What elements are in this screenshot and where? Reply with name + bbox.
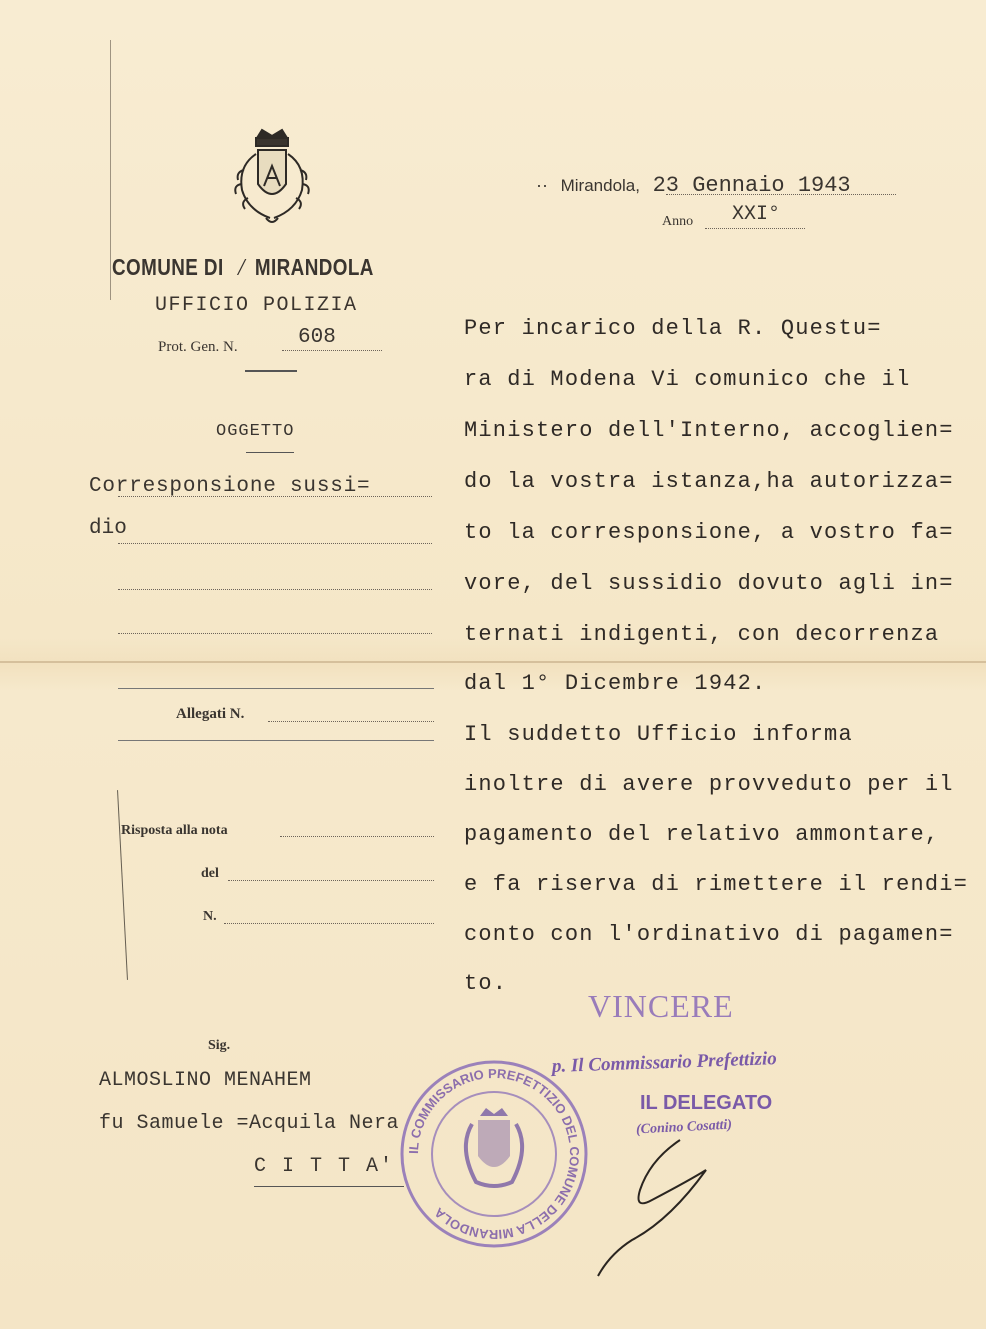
margin-mark: [110, 40, 111, 300]
municipality-label: COMUNE DI: [112, 254, 224, 280]
body-line: dal 1° Dicembre 1942.: [464, 671, 767, 696]
seal-text: IL COMMISSARIO PREFETTIZIO DEL COMUNE DELLA MIRANDOLA: [405, 1065, 583, 1243]
signature: [590, 1130, 720, 1280]
oggetto-label: OGGETTO: [216, 422, 295, 441]
delegato-name-stamp: (Conino Cosatti): [635, 1117, 733, 1138]
del-label: del: [201, 866, 219, 881]
body-line: to la corresponsione, a vostro fa=: [464, 520, 954, 545]
municipality-mark: ⁄: [240, 254, 245, 280]
body-line: e fa riserva di rimettere il rendi=: [464, 872, 969, 897]
fold-crease: [0, 661, 986, 663]
body-line: conto con l'ordinativo di pagamen=: [464, 922, 954, 947]
risposta-label: Risposta alla nota: [121, 823, 228, 838]
prot-number: 608: [298, 326, 336, 349]
body-line: ra di Modena Vi comunico che il: [464, 367, 911, 392]
office-name: UFFICIO POLIZIA: [155, 294, 358, 317]
body-line: Per incarico della R. Questu=: [464, 316, 882, 341]
header-rule: [245, 370, 297, 372]
commissario-stamp: p. Il Commissario Prefettizio: [551, 1048, 778, 1077]
allegati-rule: [118, 740, 434, 741]
body-line: Ministero dell'Interno, accoglien=: [464, 418, 954, 443]
sig-label: Sig.: [208, 1038, 231, 1053]
anno-label: Anno: [662, 214, 694, 229]
seal-emblem-icon: [466, 1108, 522, 1186]
body-line: ternati indigenti, con decorrenza: [464, 622, 940, 647]
sidebar-rule: [118, 688, 434, 689]
oggetto-rule: [246, 452, 294, 453]
coat-of-arms-icon: [222, 126, 322, 236]
anno-value: XXI°: [732, 203, 781, 226]
body-line: pagamento del relativo ammontare,: [464, 822, 940, 847]
city-rule: [254, 1186, 404, 1187]
place-label: Mirandola,: [560, 176, 640, 195]
vincere-stamp: VINCERE: [588, 988, 734, 1024]
body-line: inoltre di avere provveduto per il: [464, 772, 954, 797]
body-line: do la vostra istanza,ha autorizza=: [464, 469, 954, 494]
addressee-name: ALMOSLINO MENAHEM: [99, 1069, 312, 1092]
body-line: vore, del sussidio dovuto agli in=: [464, 571, 954, 596]
addressee-city: C I T T A': [254, 1155, 395, 1178]
body-line: to.: [464, 971, 508, 996]
prot-label: Prot. Gen. N.: [158, 339, 238, 355]
oggetto-line-1: Corresponsione sussi=: [89, 475, 371, 498]
municipality-name: MIRANDOLA: [254, 254, 374, 280]
municipality-heading: [112, 254, 374, 281]
date-value: 23 Gennaio 1943: [652, 173, 851, 198]
official-seal: [398, 1058, 590, 1250]
addressee-line-2: fu Samuele =Acquila Nera: [99, 1112, 400, 1135]
delegato-stamp: IL DELEGATO: [640, 1092, 773, 1114]
dateline: ·· Mirandola, 23 Gennaio 1943: [536, 173, 851, 198]
body-line: Il suddetto Ufficio informa: [464, 722, 853, 747]
n-label: N.: [203, 909, 217, 924]
allegati-label: Allegati N.: [176, 706, 245, 722]
oggetto-line-2: dio: [89, 517, 127, 540]
